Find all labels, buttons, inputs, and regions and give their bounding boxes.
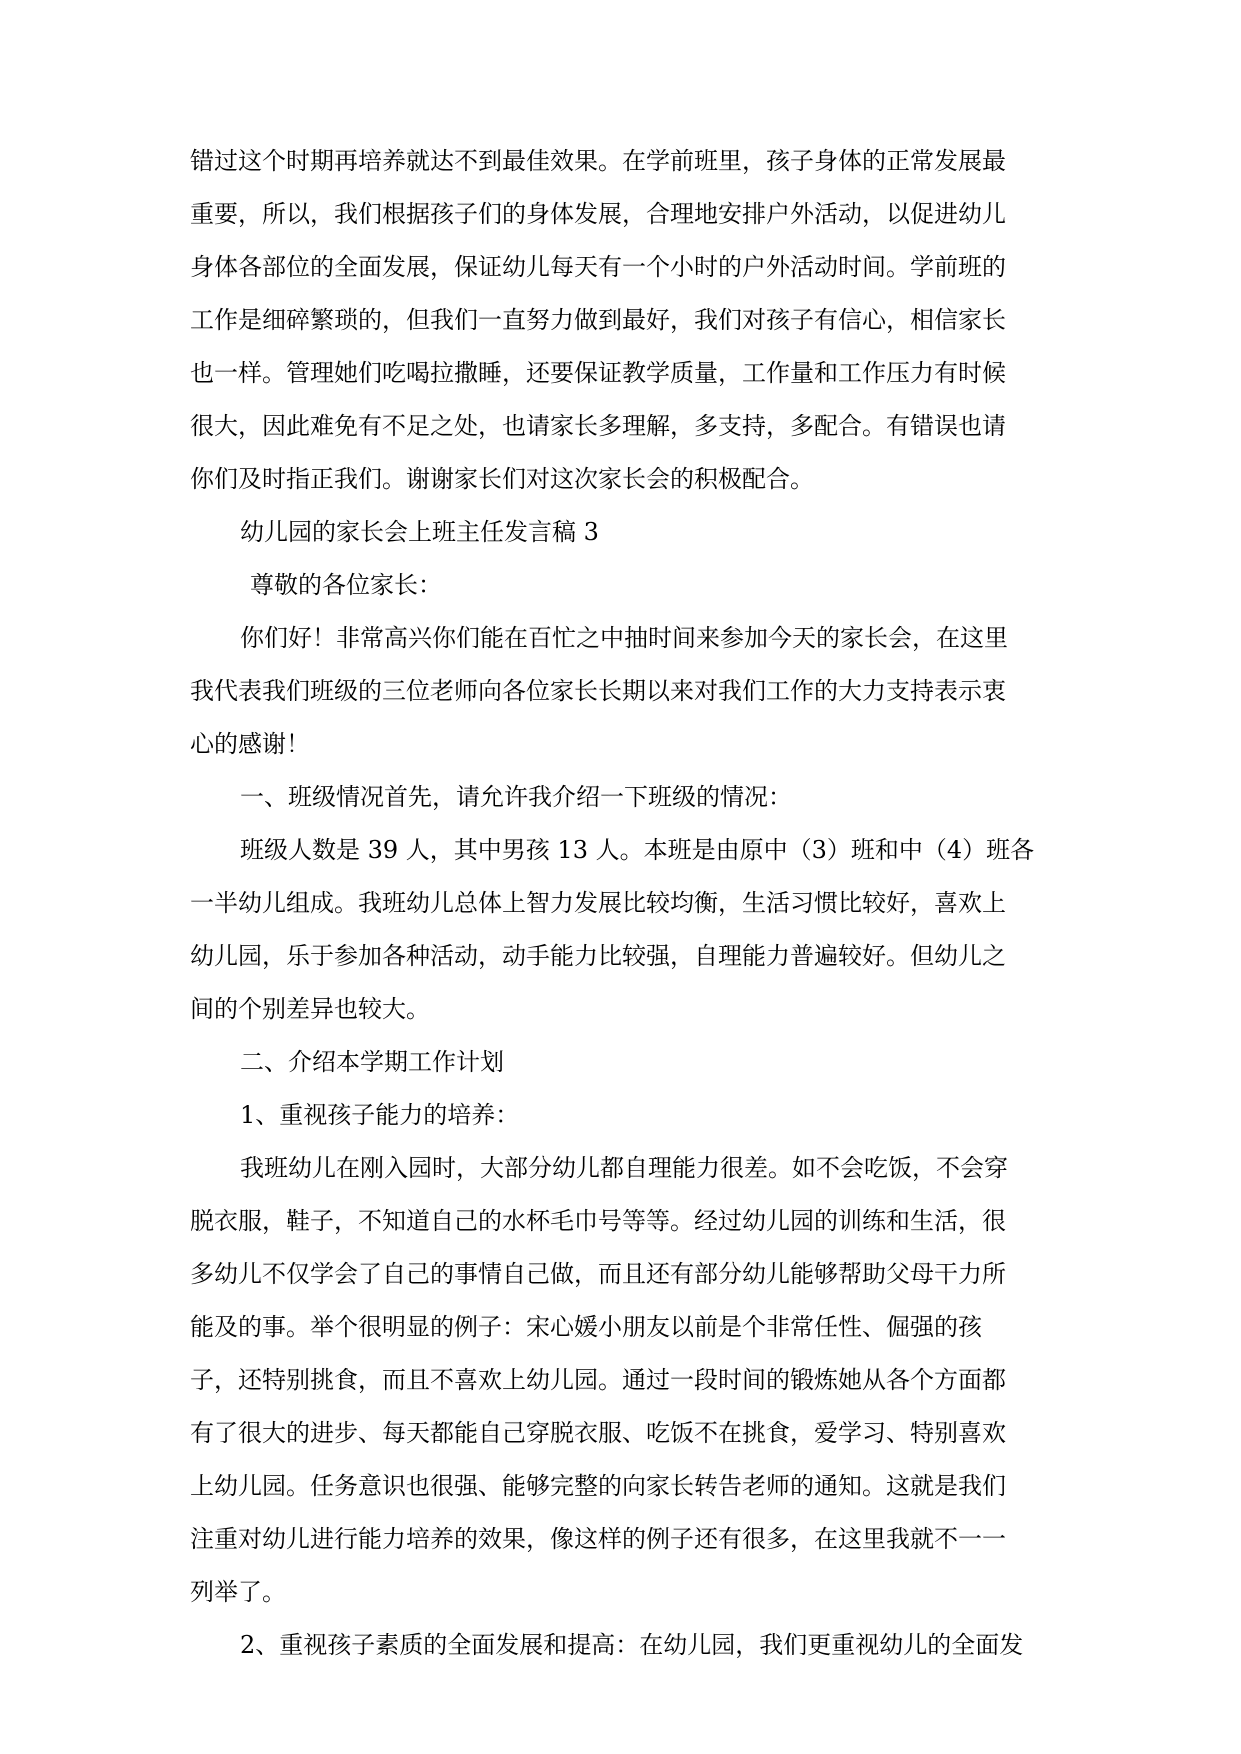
paragraph-line: 多幼儿不仅学会了自己的事情自己做，而且还有部分幼儿能够帮助父母干力所 xyxy=(190,1260,1006,1288)
paragraph-line: 很大，因此难免有不足之处，也请家长多理解，多支持，多配合。有错误也请 xyxy=(190,412,1006,440)
paragraph-line: 重要，所以，我们根据孩子们的身体发展，合理地安排户外活动，以促进幼儿 xyxy=(190,200,1006,228)
paragraph-line: 有了很大的进步、每天都能自己穿脱衣服、吃饭不在挑食，爱学习、特别喜欢 xyxy=(190,1419,1006,1447)
paragraph-line: 错过这个时期再培养就达不到最佳效果。在学前班里，孩子身体的正常发展最 xyxy=(190,147,1006,175)
paragraph-line: 幼儿园，乐于参加各种活动，动手能力比较强，自理能力普遍较好。但幼儿之 xyxy=(190,942,1006,970)
paragraph-line: 你们好！非常高兴你们能在百忙之中抽时间来参加今天的家长会，在这里 xyxy=(240,624,1008,652)
paragraph-line: 心的感谢！ xyxy=(190,730,310,758)
salutation: 尊敬的各位家长： xyxy=(250,571,442,599)
paragraph-line: 也一样。管理她们吃喝拉撒睡，还要保证教学质量，工作量和工作压力有时候 xyxy=(190,359,1006,387)
paragraph-line: 子，还特别挑食，而且不喜欢上幼儿园。通过一段时间的锻炼她从各个方面都 xyxy=(190,1366,1006,1394)
paragraph-line: 间的个别差异也较大。 xyxy=(190,995,430,1023)
paragraph-line: 你们及时指正我们。谢谢家长们对这次家长会的积极配合。 xyxy=(190,465,814,493)
paragraph-line: 列举了。 xyxy=(190,1578,286,1606)
paragraph-line: 工作是细碎繁琐的，但我们一直努力做到最好，我们对孩子有信心，相信家长 xyxy=(190,306,1006,334)
paragraph-line: 脱衣服，鞋子，不知道自己的水杯毛巾号等等。经过幼儿园的训练和生活，很 xyxy=(190,1207,1006,1235)
subsection-heading: 2、重视孩子素质的全面发展和提高：在幼儿园，我们更重视幼儿的全面发 xyxy=(240,1631,1024,1659)
paragraph-line: 注重对幼儿进行能力培养的效果，像这样的例子还有很多，在这里我就不一一 xyxy=(190,1525,1006,1553)
paragraph-line: 上幼儿园。任务意识也很强、能够完整的向家长转告老师的通知。这就是我们 xyxy=(190,1472,1006,1500)
section-heading: 一、班级情况首先，请允许我介绍一下班级的情况： xyxy=(240,783,792,811)
section-title: 幼儿园的家长会上班主任发言稿 3 xyxy=(240,518,599,546)
paragraph-line: 能及的事。举个很明显的例子：宋心媛小朋友以前是个非常任性、倔强的孩 xyxy=(190,1313,982,1341)
paragraph-line: 我代表我们班级的三位老师向各位家长长期以来对我们工作的大力支持表示衷 xyxy=(190,677,1006,705)
section-heading: 二、介绍本学期工作计划 xyxy=(240,1048,504,1076)
paragraph-line: 我班幼儿在刚入园时，大部分幼儿都自理能力很差。如不会吃饭，不会穿 xyxy=(240,1154,1008,1182)
paragraph-line: 一半幼儿组成。我班幼儿总体上智力发展比较均衡，生活习惯比较好，喜欢上 xyxy=(190,889,1006,917)
paragraph-line: 身体各部位的全面发展，保证幼儿每天有一个小时的户外活动时间。学前班的 xyxy=(190,253,1006,281)
paragraph-line: 班级人数是 39 人，其中男孩 13 人。本班是由原中（3）班和中（4）班各 xyxy=(240,836,1035,864)
subsection-heading: 1、重视孩子能力的培养： xyxy=(240,1101,520,1129)
